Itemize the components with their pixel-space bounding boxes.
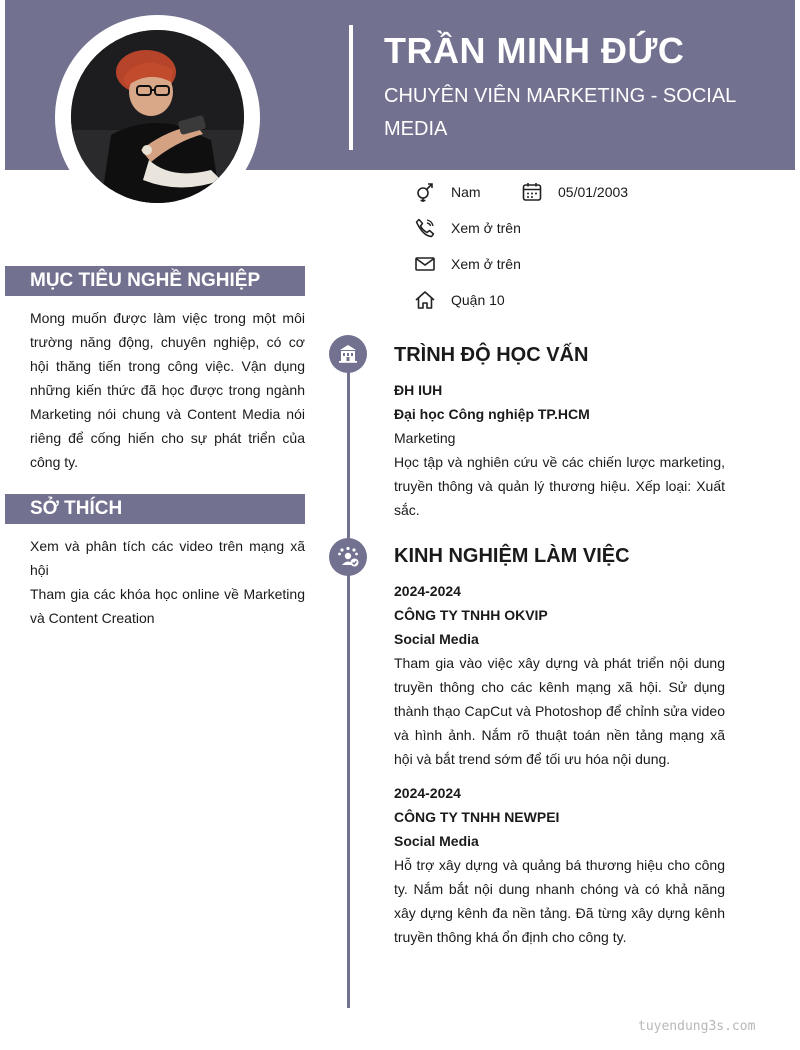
gender-icon — [413, 180, 437, 204]
team-icon — [329, 538, 367, 576]
education-title: TRÌNH ĐỘ HỌC VẤN — [394, 344, 589, 366]
experience-title: KINH NGHIỆM LÀM VIỆC — [394, 545, 630, 567]
job-period: 2024-2024 — [394, 583, 461, 599]
candidate-name: TRẦN MINH ĐỨC — [384, 30, 685, 71]
candidate-position: CHUYÊN VIÊN MARKETING - SOCIAL MEDIA — [384, 85, 736, 140]
home-icon — [413, 288, 437, 312]
mail-icon — [413, 252, 437, 276]
education-block — [394, 378, 725, 522]
info-phone — [413, 213, 521, 243]
job-description: Tham gia vào việc xây dựng và phát triển nội dung truyền thông cho các kênh mạng xã hội. Sử dụng thành thạo CapCut và Photoshop để chỉnh sửa video và hình ảnh. Nắm rõ thuật toán nền tảng mạng xã hội và bắt trend sớm để tối ưu hóa nội dung. — [394, 655, 725, 767]
timeline-line — [347, 338, 350, 1008]
school-short: ĐH IUH — [394, 382, 443, 398]
job-company: CÔNG TY TNHH NEWPEI — [394, 809, 560, 825]
info-gender — [413, 177, 481, 207]
school-full: Đại học Công nghiệp TP.HCM — [394, 406, 590, 422]
info-gender-text: Nam — [451, 184, 481, 200]
info-phone-text: Xem ở trên — [451, 220, 521, 236]
objective-title: MỤC TIÊU NGHỀ NGHIỆP — [5, 266, 305, 296]
info-birthday — [520, 177, 628, 207]
hobby-item: Tham gia các khóa học online về Marketing và Content Creation — [30, 586, 305, 626]
job-period: 2024-2024 — [394, 785, 461, 801]
avatar-photo — [71, 30, 244, 203]
info-email-text: Xem ở trên — [451, 256, 521, 272]
education-description: Học tập và nghiên cứu về các chiến lược marketing, truyền thông và quản lý thương hiệu. Xếp loại: Xuất sắc. — [394, 454, 725, 518]
watermark: tuyendung3s.com — [638, 1019, 756, 1034]
job-role: Social Media — [394, 833, 479, 849]
info-address — [413, 285, 505, 315]
objective-paragraph: Mong muốn được làm việc trong một môi trường năng động, chuyên nghiệp, có cơ hội thăng tiến trong công việc. Vận dụng những kiến thức đã học được trong ngành Marketing nói chung và Content Media nói riêng để cống hiến cho sự phát triển của công ty. — [30, 310, 305, 470]
info-address-text: Quận 10 — [451, 292, 505, 308]
major: Marketing — [394, 430, 456, 446]
avatar — [71, 30, 244, 203]
info-email — [413, 249, 521, 279]
job-company: CÔNG TY TNHH OKVIP — [394, 607, 548, 623]
hobbies-list — [30, 534, 305, 630]
objective-text — [30, 306, 305, 474]
hobby-item: Xem và phân tích các video trên mạng xã hội — [30, 538, 305, 578]
experience-block — [394, 579, 725, 949]
calendar-icon — [520, 180, 544, 204]
school-icon — [329, 335, 367, 373]
phone-icon — [413, 216, 437, 240]
job-role: Social Media — [394, 631, 479, 647]
hobbies-title: SỞ THÍCH — [5, 494, 305, 524]
info-birthday-text: 05/01/2003 — [558, 184, 629, 200]
job-description: Hỗ trợ xây dựng và quảng bá thương hiệu cho công ty. Nắm bắt nội dung nhanh chóng và có khả năng xây dựng kênh đa nền tảng. Đã từng xây dựng kênh truyền thông khá ổn định cho công ty. — [394, 857, 725, 945]
header-divider — [349, 25, 353, 150]
